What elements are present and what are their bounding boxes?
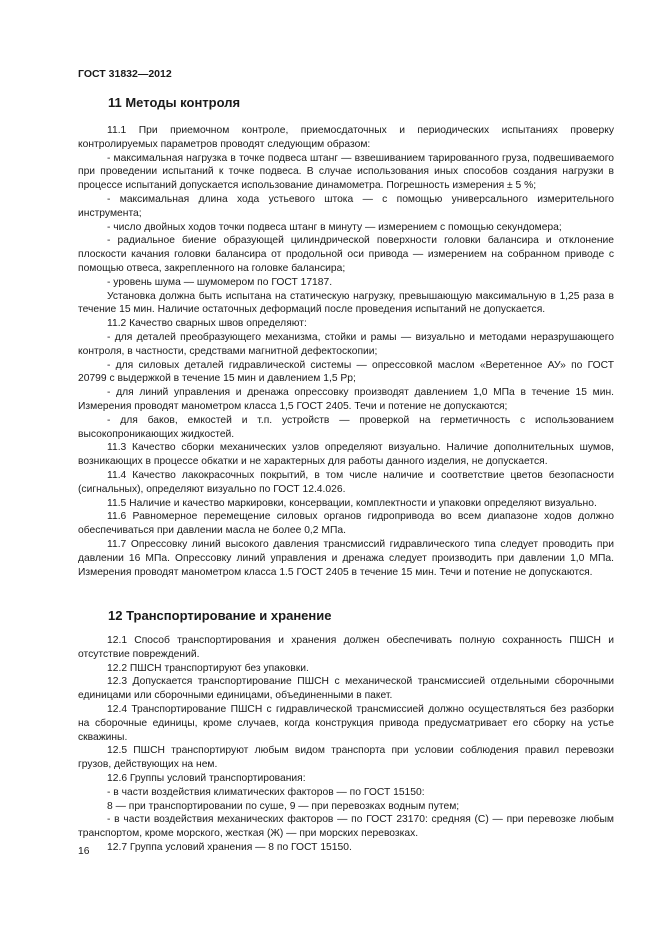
paragraph: 8 — при транспортировании по суше, 9 — при перевозках водным путем; <box>107 800 460 812</box>
paragraph: 11.7 Опрессовку линий высокого давления трансмиссий гидравлического типа следует проводить при давлении 16 МПа. Опрессовку линий управления и дренажа следует производить при давлении 1,0 МПа. Измерения проводят манометром класса 1.5 ГОСТ 2405 в течение 15 мин. Течи и потение не допускаются. <box>78 538 614 578</box>
section-12-body <box>78 634 614 855</box>
paragraph: 11.1 При приемочном контроле, приемосдаточных и периодических испытаниях проверку контролируемых параметров проводят следующим образом: <box>78 125 614 150</box>
paragraph: - для силовых деталей гидравлической системы — опрессовкой маслом «Веретенное АУ» по ГОСТ 20799 с выдержкой в течение 15 мин и давлением 1,5 Pр; <box>78 359 614 385</box>
document-header: ГОСТ 31832—2012 <box>78 68 172 80</box>
section-12-title: 12 Транспортирование и хранение <box>108 608 332 623</box>
paragraph: 12.2 ПШСН транспортируют без упаковки. <box>107 662 309 674</box>
paragraph: - в части воздействия климатических факторов — по ГОСТ 15150: <box>107 786 425 798</box>
paragraph: - число двойных ходов точки подвеса штанг в минуту — измерением с помощью секундомера; <box>107 221 562 233</box>
paragraph: 12.4 Транспортирование ПШСН с гидравлической трансмиссией должно осуществляться без разборки на сборочные единицы, кроме случаев, когда конструкция привода предусматривает его сборку на устье скважины. <box>78 703 614 743</box>
paragraph: 12.3 Допускается транспортирование ПШСН с механической трансмиссией отдельными сборочными единицами или сборочными единицами, объединенными в пакет. <box>78 676 614 702</box>
page-number: 16 <box>78 846 90 857</box>
paragraph: 12.5 ПШСН транспортируют любым видом транспорта при условии соблюдения правил перевозки грузов, действующих на нем. <box>78 745 614 771</box>
paragraph: 11.3 Качество сборки механических узлов определяют визуально. Наличие дополнительных шумов, возникающих в процессе обкатки и не характерных для работы данного изделия, не допускается. <box>78 442 614 468</box>
paragraph: - для баков, емкостей и т.п. устройств — проверкой на герметичность с использованием высокопроникающих жидкостей. <box>78 414 614 440</box>
paragraph: Установка должна быть испытана на статическую нагрузку, превышающую максимальную в 1,25 раза в течение 15 мин. Наличие остаточных деформаций после проведения испытаний не допускается. <box>78 290 614 316</box>
paragraph: - максимальная нагрузка в точке подвеса штанг — взвешиванием тарированного груза, подвешиваемого при проведении испытаний к точке подвеса. В случае использования иных способов создания нагрузки в процессе испытаний допускается использование динамометра. Погрешность измерения ± 5 %; <box>78 152 614 192</box>
paragraph: 11.6 Равномерное перемещение силовых органов гидропривода во всем диапазоне ходов должно обеспечиваться при давлении масла не более 0,2 МПа. <box>78 511 614 537</box>
paragraph: 12.1 Способ транспортирования и хранения должен обеспечивать полную сохранность ПШСН и отсутствие повреждений. <box>78 635 614 660</box>
paragraph: - радиальное биение образующей цилиндрической поверхности головки балансира и отклонение плоскости качания головки балансира от продольной оси привода — измерением на собранном приводе с помощью отвеса, закрепленного на головке балансира; <box>78 235 614 274</box>
paragraph: - максимальная длина хода устьевого штока — с помощью универсального измерительного инструмента; <box>78 193 614 219</box>
section-11-body <box>78 124 614 579</box>
paragraph: - для деталей преобразующего механизма, стойки и рамы — визуально и методами неразрушающего контроля, в частности, средствами магнитной дефектоскопии; <box>78 331 614 357</box>
paragraph: 12.7 Группа условий хранения — 8 по ГОСТ 15150. <box>107 841 352 853</box>
paragraph: - в части воздействия механических факторов — по ГОСТ 23170: средняя (С) — при перевозке любым транспортом, кроме морского, жесткая (Ж) — при морских перевозках. <box>78 814 614 840</box>
paragraph: - уровень шума — шумомером по ГОСТ 17187. <box>107 276 333 288</box>
paragraph: 12.6 Группы условий транспортирования: <box>107 772 306 784</box>
paragraph: 11.4 Качество лакокрасочных покрытий, в том числе наличие и соответствие цветов безопасности (сигнальных), определяют визуально по ГОСТ 12.4.026. <box>78 469 614 495</box>
section-11-title: 11 Методы контроля <box>108 95 241 110</box>
paragraph: 11.5 Наличие и качество маркировки, консервации, комплектности и упаковки определяют визуально. <box>107 497 597 509</box>
paragraph: - для линий управления и дренажа опрессовку производят давлением 1,0 МПа в течение 15 мин. Измерения проводят манометром класса 1,5 ГОСТ 2405. Течи и потение не допускаются; <box>78 387 614 412</box>
paragraph: 11.2 Качество сварных швов определяют: <box>107 318 307 330</box>
